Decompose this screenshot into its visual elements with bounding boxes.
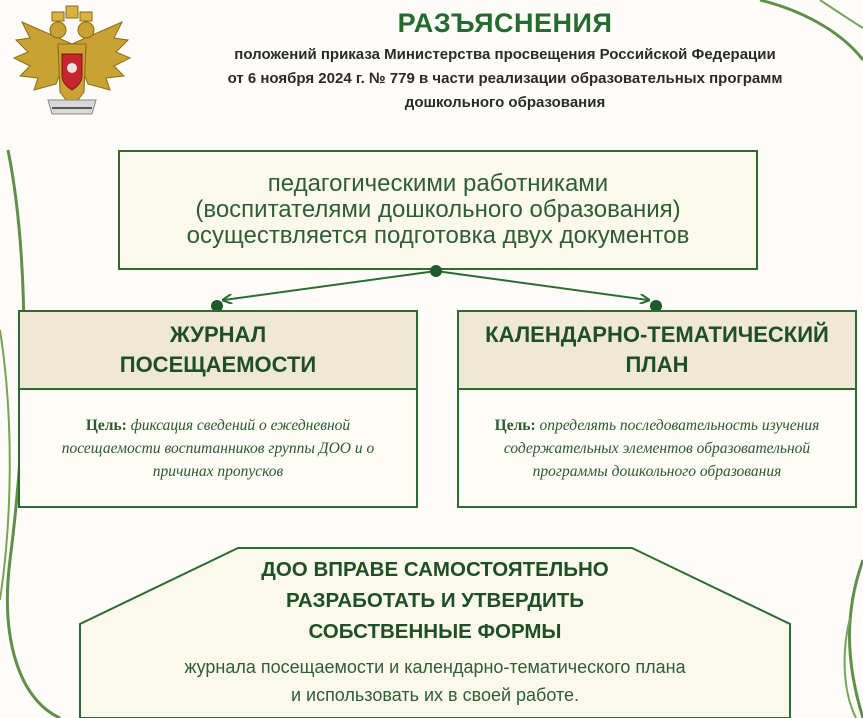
- page-title: РАЗЪЯСНЕНИЯ: [397, 8, 613, 38]
- journal-title-line: ЖУРНАЛ: [169, 322, 267, 347]
- plan-goal-text: определять последовательность изучения содержательных элементов образовательной программы дошкольного образования: [503, 416, 820, 480]
- connector-line-right: [436, 271, 648, 300]
- top-box-line: педагогическими работниками: [267, 170, 609, 197]
- plan-card-title: [457, 310, 857, 390]
- top-box-line: осуществляется подготовка двух документов: [186, 222, 690, 249]
- plan-title-line: КАЛЕНДАРНО-ТЕМАТИЧЕСКИЙ: [485, 322, 829, 347]
- plan-goal-label: Цель:: [494, 416, 536, 434]
- plan-card-body: [457, 390, 857, 508]
- journal-goal-text: фиксация сведений о ежедневной посещаемости воспитанников группы ДОО и о причинах пропусков: [61, 416, 375, 480]
- bottom-title-line: РАЗРАБОТАТЬ И УТВЕРДИТЬ: [285, 589, 584, 612]
- bottom-box-title: [78, 554, 792, 647]
- bottom-desc-line: журнала посещаемости и календарно-тематического плана: [184, 657, 686, 677]
- bottom-title-line: СОБСТВЕННЫЕ ФОРМЫ: [308, 620, 562, 643]
- plan-title-line: ПЛАН: [625, 352, 689, 377]
- journal-title-line: ПОСЕЩАЕМОСТИ: [119, 352, 317, 377]
- journal-card-body: [18, 390, 418, 508]
- journal-goal-label: Цель:: [85, 416, 127, 434]
- connector-line-left: [224, 271, 436, 300]
- connector-dot-top: [430, 265, 442, 277]
- journal-card-title: [18, 310, 418, 390]
- bottom-desc-line: и использовать их в своей работе.: [290, 685, 580, 705]
- subtitle-line: дошкольного образования: [404, 94, 606, 111]
- subtitle-line: положений приказа Министерства просвещения Российской Федерации: [234, 46, 776, 63]
- top-box-line: (воспитателями дошкольного образования): [195, 196, 681, 223]
- bottom-box: [78, 552, 792, 709]
- subtitle-line: от 6 ноября 2024 г. № 779 в части реализации образовательных программ: [227, 70, 783, 87]
- bottom-title-line: ДОО ВПРАВЕ САМОСТОЯТЕЛЬНО: [261, 558, 609, 581]
- bottom-box-description: [78, 653, 792, 709]
